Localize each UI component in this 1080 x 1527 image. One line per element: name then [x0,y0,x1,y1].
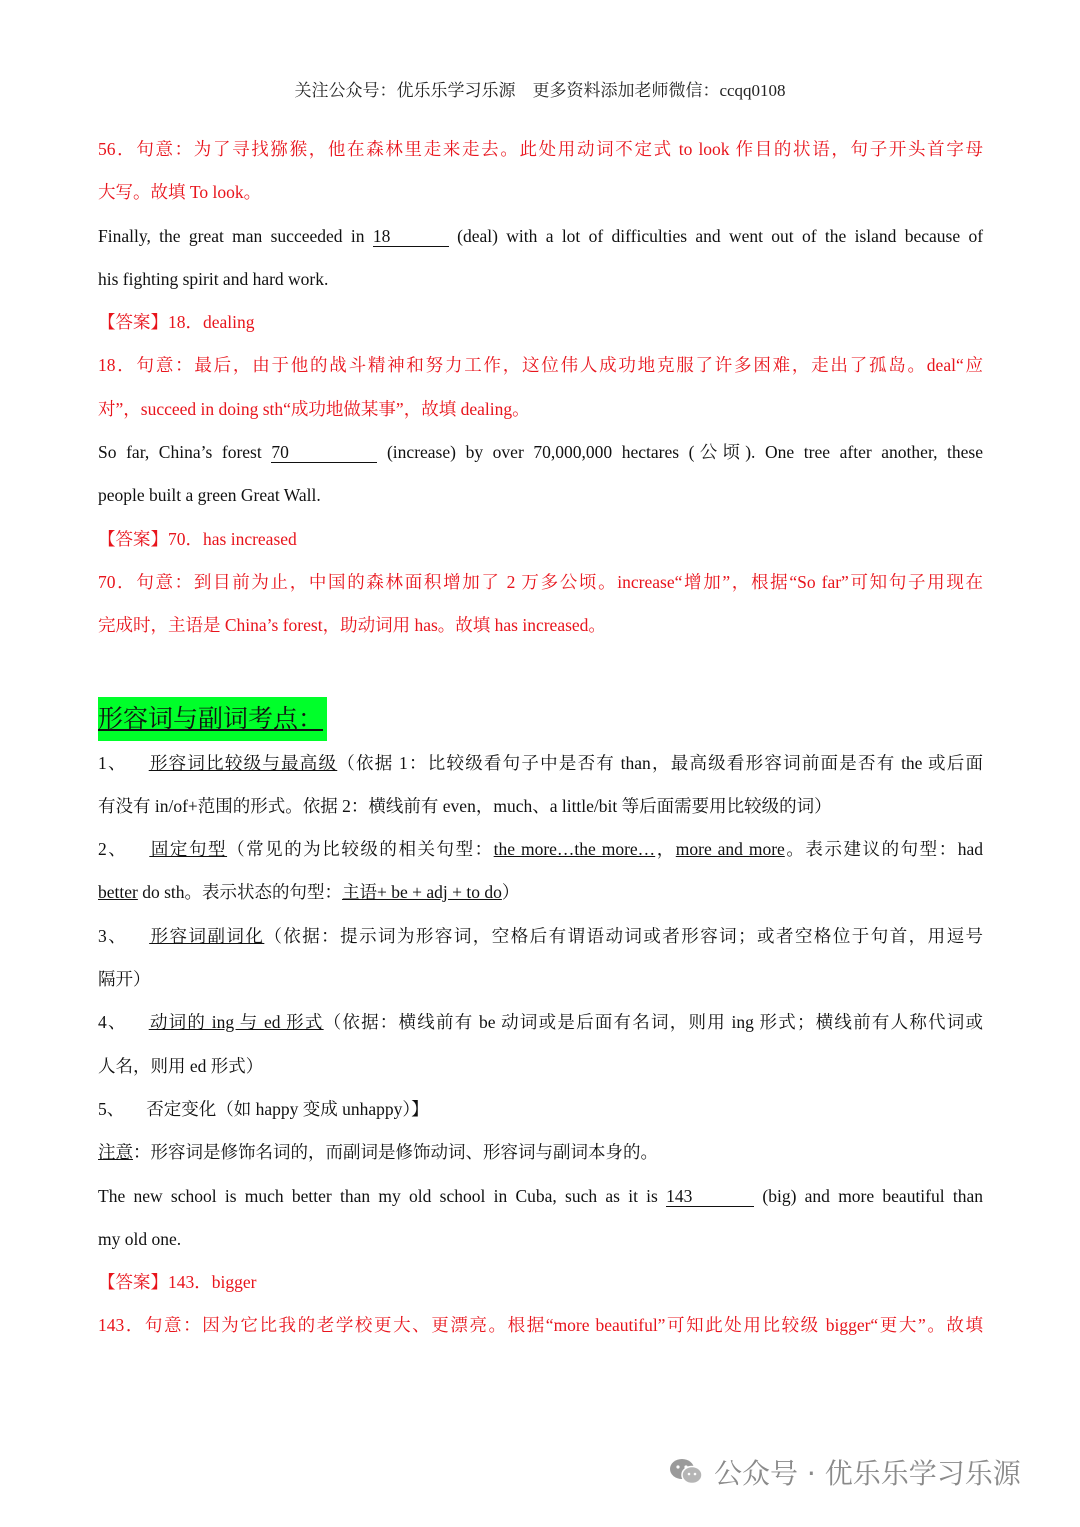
point-4-line1 [98,1001,983,1044]
point-4-line2: 人名，则用 ed 形式） [98,1055,264,1076]
point-1-number: 1、 [98,752,127,773]
section-heading: 形容词与副词考点： [98,697,327,741]
answer-70: 【答案】70．has increased [98,528,297,549]
document-body [98,128,983,1348]
point-4-title: 动词的 ing 与 ed 形式 [148,1012,324,1033]
answer-18: 【答案】18．dealing [98,312,255,333]
question-143-text-a: The new school is much better than my old school in Cuba, such as it is [98,1185,658,1206]
question-70-line2: people built a green Great Wall. [98,485,321,506]
point-3-text: （依据：提示词为形容词，空格后有谓语动词或者形容词；或者空格位于句首，用逗号 [264,925,984,946]
point-2-line1: 2、 固定句型（常见的为比较级的相关句型：the more…the more…，more and more。表示建议的句型：had [98,839,984,860]
question-18-blank: 18 [373,226,449,247]
point-3-line1 [98,915,983,958]
point-5-number: 5、 [98,1098,125,1119]
question-143-line2: my old one. [98,1228,182,1249]
explanation-70-line1: 70．句意：到目前为止，中国的森林面积增加了 2 万多公顷。increase“增加”，根据“So far”可知句子用现在 [98,571,983,592]
point-2-line2: better do sth。表示状态的句型：主语+ be + adj + to do） [98,882,520,903]
question-143-blank: 143 [666,1186,754,1207]
point-1-title: 形容词比较级与最高级 [148,752,338,773]
question-70-text-b: (increase) by over 70,000,000 hectares (公顷). One tree after another, these [386,442,984,463]
page-header: 关注公众号：优乐乐学习乐源 更多资料添加老师微信：ccqq0108 [294,81,786,100]
question-70-line1 [98,431,983,474]
note-text: ：形容词是修饰名词的，而副词是修饰动词、形容词与副词本身的。 [133,1142,658,1163]
explanation-70-line2: 完成时，主语是 China’s forest，助动词用 has。故填 has increased。 [98,615,606,636]
question-143-line1 [98,1175,983,1218]
point-1-text: （依据 1：比较级看句子中是否有 than，最高级看形容词前面是否有 the 或后面 [337,752,984,773]
question-70-blank: 70 [271,442,377,463]
point-3-line2: 隔开） [98,969,151,990]
explanation-56-line2: 大写。故填 To look。 [98,182,262,203]
point-3-number: 3、 [98,925,128,946]
question-18-line2: his fighting spirit and hard work. [98,268,329,289]
point-1-line2: 有没有 in/of+范围的形式。依据 2：横线前有 even，much、a little/bit 等后面需要用比较级的词） [98,795,832,816]
explanation-143-line1: 143．句意：因为它比我的老学校更大、更漂亮。根据“more beautiful”可知此处用比较级 bigger“更大”。故填 [98,1315,983,1336]
point-3-title: 形容词副词化 [149,925,265,946]
point-2-number: 2、 [98,839,128,860]
point-4-text: （依据：横线前有 be 动词或是后面有名词，则用 ing 形式；横线前有人称代词或 [323,1012,983,1033]
explanation-18-line1: 18．句意：最后，由于他的战斗精神和努力工作，这位伟人成功地克服了许多困难，走出了孤岛。deal“应 [98,355,983,376]
watermark-text: 公众号 · 优乐乐学习乐源 [714,1457,1021,1490]
point-5 [98,1088,983,1131]
explanation-56-line1: 56．句意：为了寻找猕猴，他在森林里走来走去。此处用动词不定式 to look 作目的状语，句子开头首字母 [98,139,983,159]
point-5-title: 否定变化（如 happy 变成 unhappy）】 [146,1098,429,1119]
answer-143: 【答案】143．bigger [98,1272,257,1293]
question-143-text-b: (big) and more beautiful than [762,1185,983,1206]
question-18-line1 [98,215,983,258]
question-18-text-b: (deal) with a lot of difficulties and went out of the island because of [457,225,984,246]
note-line [98,1131,983,1174]
question-70-text-a: So far, China’s forest [98,442,262,463]
point-2-title: 固定句型 [149,839,228,860]
note-label: 注意 [98,1142,133,1163]
point-4-number: 4、 [98,1012,127,1033]
point-2-pattern-a: the more…the more… [493,839,656,860]
watermark [668,1452,1021,1492]
wechat-icon [668,1457,704,1487]
point-1-line1 [98,742,983,785]
point-2-pattern-b: more and more [675,839,785,860]
point-2-better: better [98,882,138,903]
explanation-18-line2: 对”，succeed in doing sth“成功地做某事”，故填 dealing。 [98,398,530,419]
question-18-text-a: Finally, the great man succeeded in [98,225,365,246]
point-2-pattern-c: 主语+ be + adj + to do [342,882,502,903]
